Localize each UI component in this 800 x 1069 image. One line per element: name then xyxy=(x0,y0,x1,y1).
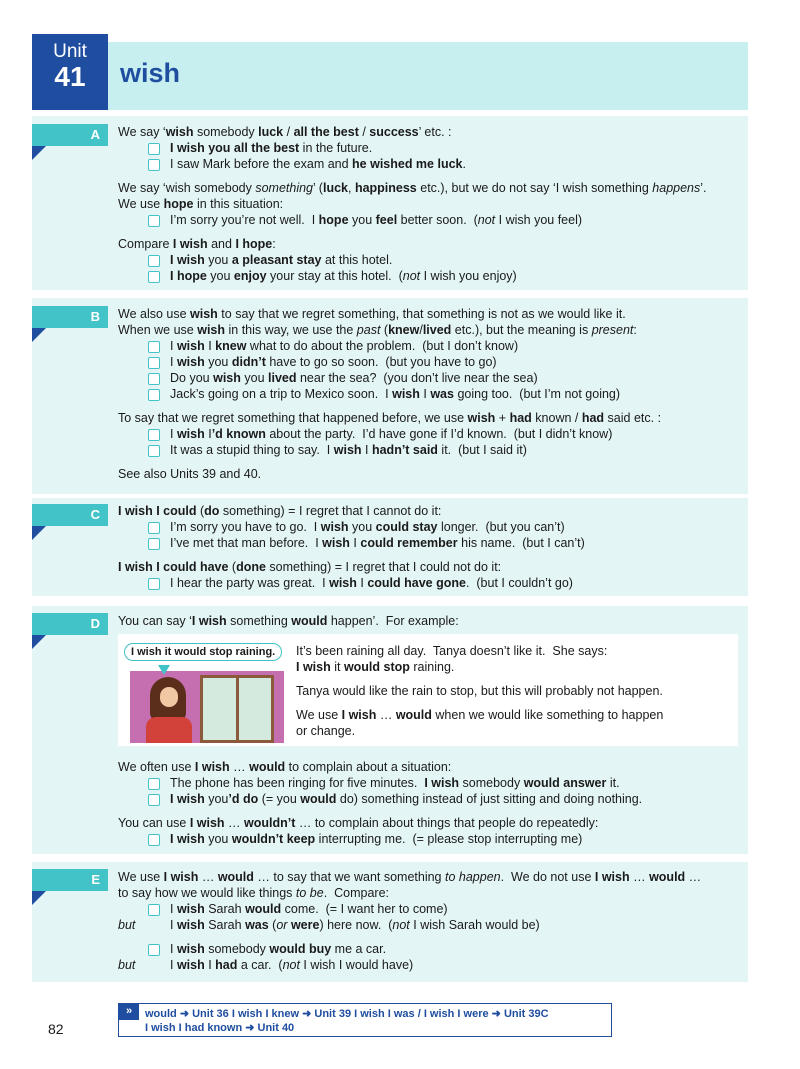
section-e-tab xyxy=(32,869,108,891)
speech-bubble: I wish it would stop raining. xyxy=(124,643,282,661)
section-e-label: E xyxy=(91,872,100,887)
unit-number: 41 xyxy=(54,61,86,92)
cross-reference-box xyxy=(118,1003,612,1037)
section-d-notch xyxy=(32,635,46,649)
section-c-content: I wish I could (do something) = I regret that I cannot do it: I’m sorry you have to go. I wish you could stay longer. (but you can’t) I’ve met that man before. I wish I could remember his name. (but I can’t) I wish I could have (done something) = I regret that I could not do it: I hear the party was great. I wish I could have gone. (but I couldn’t go) xyxy=(118,504,585,590)
section-b-label: B xyxy=(90,309,100,324)
girl-body xyxy=(146,717,192,743)
section-c-notch xyxy=(32,526,46,540)
section-b-content: We also use wish to say that we regret something, that something is not as we would like it. When we use wish in this way, we use the past (knew/lived etc.), but the meaning is present: I wish I knew what to do about the problem. (but I don’t know) I wish you didn’t have to go so soon. (but you have to go) Do you wish you lived near the sea? (you don’t live near the sea) Jack’s going on a trip to Mexico soon. I wish I was going too. (but I’m not going) To say that we regret something that happened before, we use wish + had known / had said etc. : I wish I’d known about the party. I’d have gone if I’d known. (but I didn’t know) It was a stupid thing to say. I wish I hadn’t said it. (but I said it) See also Units 39 and 40. xyxy=(118,307,662,481)
tanya-illustration xyxy=(118,635,290,745)
section-e-notch xyxy=(32,891,46,905)
section-d-label: D xyxy=(90,616,100,631)
girl-face xyxy=(160,687,178,707)
page-number: 82 xyxy=(48,1021,64,1037)
section-e-content: We use I wish … would … to say that we want something to happen. We do not use I wish … would … to say how we would like things to be. Compare: I wish Sarah would come. (= I want her to come) but I wish Sarah was (or were) here now. (not I wish Sarah would be) I wish somebody would buy me a car. but I wish I had a car. (not I wish I would have) xyxy=(118,870,702,972)
section-b-tab xyxy=(32,306,108,328)
section-b-notch xyxy=(32,328,46,342)
section-c-tab xyxy=(32,504,108,526)
section-a-tab xyxy=(32,124,108,146)
unit-title: wish xyxy=(120,58,181,88)
section-a-notch xyxy=(32,146,46,160)
section-c-label: C xyxy=(90,507,100,522)
unit-word: Unit xyxy=(53,41,87,62)
speech-bubble-tail xyxy=(158,665,170,675)
section-a-label: A xyxy=(90,127,100,142)
rainy-window xyxy=(200,675,274,743)
section-d-tab xyxy=(32,613,108,635)
cross-reference-line-1[interactable]: would ➜ Unit 36 I wish I knew ➜ Unit 39 I wish I was / I wish I were ➜ Unit 39C xyxy=(145,1008,549,1020)
section-d-intro: You can say ‘I wish something would happen’. For example: xyxy=(118,614,459,628)
cross-reference-arrows-icon: » xyxy=(119,1004,139,1020)
cross-reference-line-2[interactable]: I wish I had known ➜ Unit 40 xyxy=(145,1022,295,1034)
section-d-content: We often use I wish … would to complain about a situation: The phone has been ringing for five minutes. I wish somebody would answer it. I wish you’d do (= you would do) something instead of just sitting and doing nothing. You can use I wish … wouldn’t … to complain about things that people do repeatedly: I wish you wouldn’t keep interrupting me. (= please stop interrupting me) xyxy=(118,760,643,846)
room-scene xyxy=(130,671,284,743)
unit-badge xyxy=(32,34,108,110)
section-d-story: It’s been raining all day. Tanya doesn’t like it. She says: I wish it would stop raining. Tanya would like the rain to stop, but this will probably not happen. We use I wish … would when we would like something to happen or change. xyxy=(296,644,664,738)
section-a-content: We say ‘wish somebody luck / all the best / success’ etc. : I wish you all the best in the future. I saw Mark before the exam and he wished me luck. We say ‘wish somebody something’ (luck, happiness etc.), but we do not say ‘I wish something happens’. We use hope in this situation: I’m sorry you’re not well. I hope you feel better soon. (not I wish you feel) Compare I wish and I hope: I wish you a pleasant stay at this hotel. I hope you enjoy your stay at this hotel. (not I wish you enjoy) xyxy=(118,125,707,283)
